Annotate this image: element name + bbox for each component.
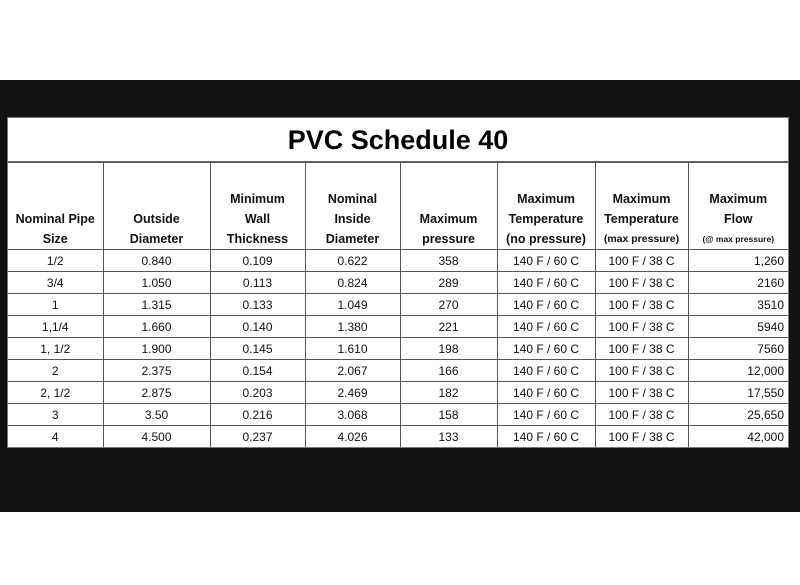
header-line: Maximum <box>517 192 575 206</box>
max-flow-cell: 17,550 <box>688 382 788 404</box>
wall-thickness-cell: 0.203 <box>210 382 305 404</box>
header-line: Maximum <box>612 192 671 206</box>
wall-thickness-cell: 0.133 <box>210 294 305 316</box>
header-maximum-pressure <box>400 163 497 250</box>
inside-diameter-cell: 1.049 <box>305 294 400 316</box>
outside-diameter-cell: 1.315 <box>103 294 210 316</box>
header-line: Outside <box>133 212 180 226</box>
outside-diameter-cell: 2.375 <box>103 360 210 382</box>
header-nominal-pipe-size <box>8 163 103 250</box>
max-temp-max-pressure-cell: 100 F / 38 C <box>595 338 688 360</box>
max-flow-cell: 25,650 <box>688 404 788 426</box>
nominal-size-cell: 3/4 <box>8 272 103 294</box>
table-row <box>8 404 788 426</box>
header-line: Thickness <box>226 232 289 246</box>
header-line: Wall <box>244 212 271 226</box>
header-line: Temperature <box>604 212 679 226</box>
header-line: Temperature <box>508 212 584 226</box>
header-nominal-inside-diameter <box>305 163 400 250</box>
header-line: Maximum <box>709 192 768 206</box>
header-max-temp-no-pressure <box>497 163 595 250</box>
max-pressure-cell: 358 <box>400 250 497 272</box>
max-temp-no-pressure-cell: 140 F / 60 C <box>497 316 595 338</box>
table-body <box>8 250 788 448</box>
outside-diameter-cell: 1.900 <box>103 338 210 360</box>
max-temp-max-pressure-cell: 100 F / 38 C <box>595 250 688 272</box>
max-flow-cell: 5940 <box>688 316 788 338</box>
nominal-size-cell: 1, 1/2 <box>8 338 103 360</box>
header-minimum-wall-thickness <box>210 163 305 250</box>
table-row <box>8 338 788 360</box>
header-line: Diameter <box>129 232 184 246</box>
max-temp-no-pressure-cell: 140 F / 60 C <box>497 272 595 294</box>
max-flow-cell: 12,000 <box>688 360 788 382</box>
max-temp-max-pressure-cell: 100 F / 38 C <box>595 382 688 404</box>
max-temp-max-pressure-cell: 100 F / 38 C <box>595 426 688 448</box>
max-temp-max-pressure-cell: 100 F / 38 C <box>595 316 688 338</box>
max-pressure-cell: 198 <box>400 338 497 360</box>
max-flow-cell: 42,000 <box>688 426 788 448</box>
table-row <box>8 382 788 404</box>
wall-thickness-cell: 0.140 <box>210 316 305 338</box>
max-pressure-cell: 166 <box>400 360 497 382</box>
wall-thickness-cell: 0.237 <box>210 426 305 448</box>
inside-diameter-cell: 1.610 <box>305 338 400 360</box>
max-temp-no-pressure-cell: 140 F / 60 C <box>497 382 595 404</box>
outside-diameter-cell: 1.660 <box>103 316 210 338</box>
max-pressure-cell: 289 <box>400 272 497 294</box>
inside-diameter-cell: 4.026 <box>305 426 400 448</box>
max-temp-no-pressure-cell: 140 F / 60 C <box>497 294 595 316</box>
header-line: Minimum <box>230 192 285 206</box>
header-outside-diameter <box>103 163 210 250</box>
outside-diameter-cell: 1.050 <box>103 272 210 294</box>
max-flow-cell: 1,260 <box>688 250 788 272</box>
table-row <box>8 360 788 382</box>
chart-title: PVC Schedule 40 <box>8 118 788 162</box>
max-temp-max-pressure-cell: 100 F / 38 C <box>595 404 688 426</box>
inside-diameter-cell: 3.068 <box>305 404 400 426</box>
header-line: Maximum <box>419 212 478 226</box>
table-row <box>8 426 788 448</box>
nominal-size-cell: 2, 1/2 <box>8 382 103 404</box>
max-temp-no-pressure-cell: 140 F / 60 C <box>497 404 595 426</box>
header-subline: (no pressure) <box>506 232 586 246</box>
nominal-size-cell: 1,1/4 <box>8 316 103 338</box>
wall-thickness-cell: 0.154 <box>210 360 305 382</box>
header-line: Size <box>42 232 68 246</box>
max-pressure-cell: 182 <box>400 382 497 404</box>
header-row <box>8 163 788 250</box>
nominal-size-cell: 4 <box>8 426 103 448</box>
header-subline: (@ max pressure) <box>702 234 775 244</box>
max-temp-no-pressure-cell: 140 F / 60 C <box>497 250 595 272</box>
nominal-size-cell: 1 <box>8 294 103 316</box>
header-line: Nominal <box>327 192 378 206</box>
wall-thickness-cell: 0.109 <box>210 250 305 272</box>
header-line: Nominal Pipe <box>15 212 95 226</box>
table-row <box>8 272 788 294</box>
max-pressure-cell: 133 <box>400 426 497 448</box>
wall-thickness-cell: 0.216 <box>210 404 305 426</box>
pvc-schedule-chart <box>7 117 789 448</box>
max-temp-no-pressure-cell: 140 F / 60 C <box>497 338 595 360</box>
inside-diameter-cell: 2.469 <box>305 382 400 404</box>
inside-diameter-cell: 0.622 <box>305 250 400 272</box>
outside-diameter-cell: 2.875 <box>103 382 210 404</box>
table-row <box>8 250 788 272</box>
outside-diameter-cell: 0.840 <box>103 250 210 272</box>
outside-diameter-cell: 3.50 <box>103 404 210 426</box>
header-subline: (max pressure) <box>603 233 680 245</box>
outside-diameter-cell: 4.500 <box>103 426 210 448</box>
header-line: Flow <box>724 212 753 226</box>
inside-diameter-cell: 2.067 <box>305 360 400 382</box>
max-pressure-cell: 158 <box>400 404 497 426</box>
max-flow-cell: 3510 <box>688 294 788 316</box>
inside-diameter-cell: 1.380 <box>305 316 400 338</box>
header-line: Diameter <box>325 232 380 246</box>
header-maximum-flow <box>688 163 788 250</box>
max-temp-no-pressure-cell: 140 F / 60 C <box>497 360 595 382</box>
max-temp-max-pressure-cell: 100 F / 38 C <box>595 360 688 382</box>
table-row <box>8 294 788 316</box>
pvc-schedule-table <box>8 162 788 447</box>
nominal-size-cell: 3 <box>8 404 103 426</box>
max-flow-cell: 7560 <box>688 338 788 360</box>
max-temp-max-pressure-cell: 100 F / 38 C <box>595 272 688 294</box>
inside-diameter-cell: 0.824 <box>305 272 400 294</box>
wall-thickness-cell: 0.113 <box>210 272 305 294</box>
table-row <box>8 316 788 338</box>
nominal-size-cell: 1/2 <box>8 250 103 272</box>
max-temp-max-pressure-cell: 100 F / 38 C <box>595 294 688 316</box>
nominal-size-cell: 2 <box>8 360 103 382</box>
max-flow-cell: 2160 <box>688 272 788 294</box>
header-line: pressure <box>422 232 475 246</box>
wall-thickness-cell: 0.145 <box>210 338 305 360</box>
max-temp-no-pressure-cell: 140 F / 60 C <box>497 426 595 448</box>
max-pressure-cell: 221 <box>400 316 497 338</box>
header-max-temp-max-pressure <box>595 163 688 250</box>
header-line: Inside <box>334 212 371 226</box>
max-pressure-cell: 270 <box>400 294 497 316</box>
